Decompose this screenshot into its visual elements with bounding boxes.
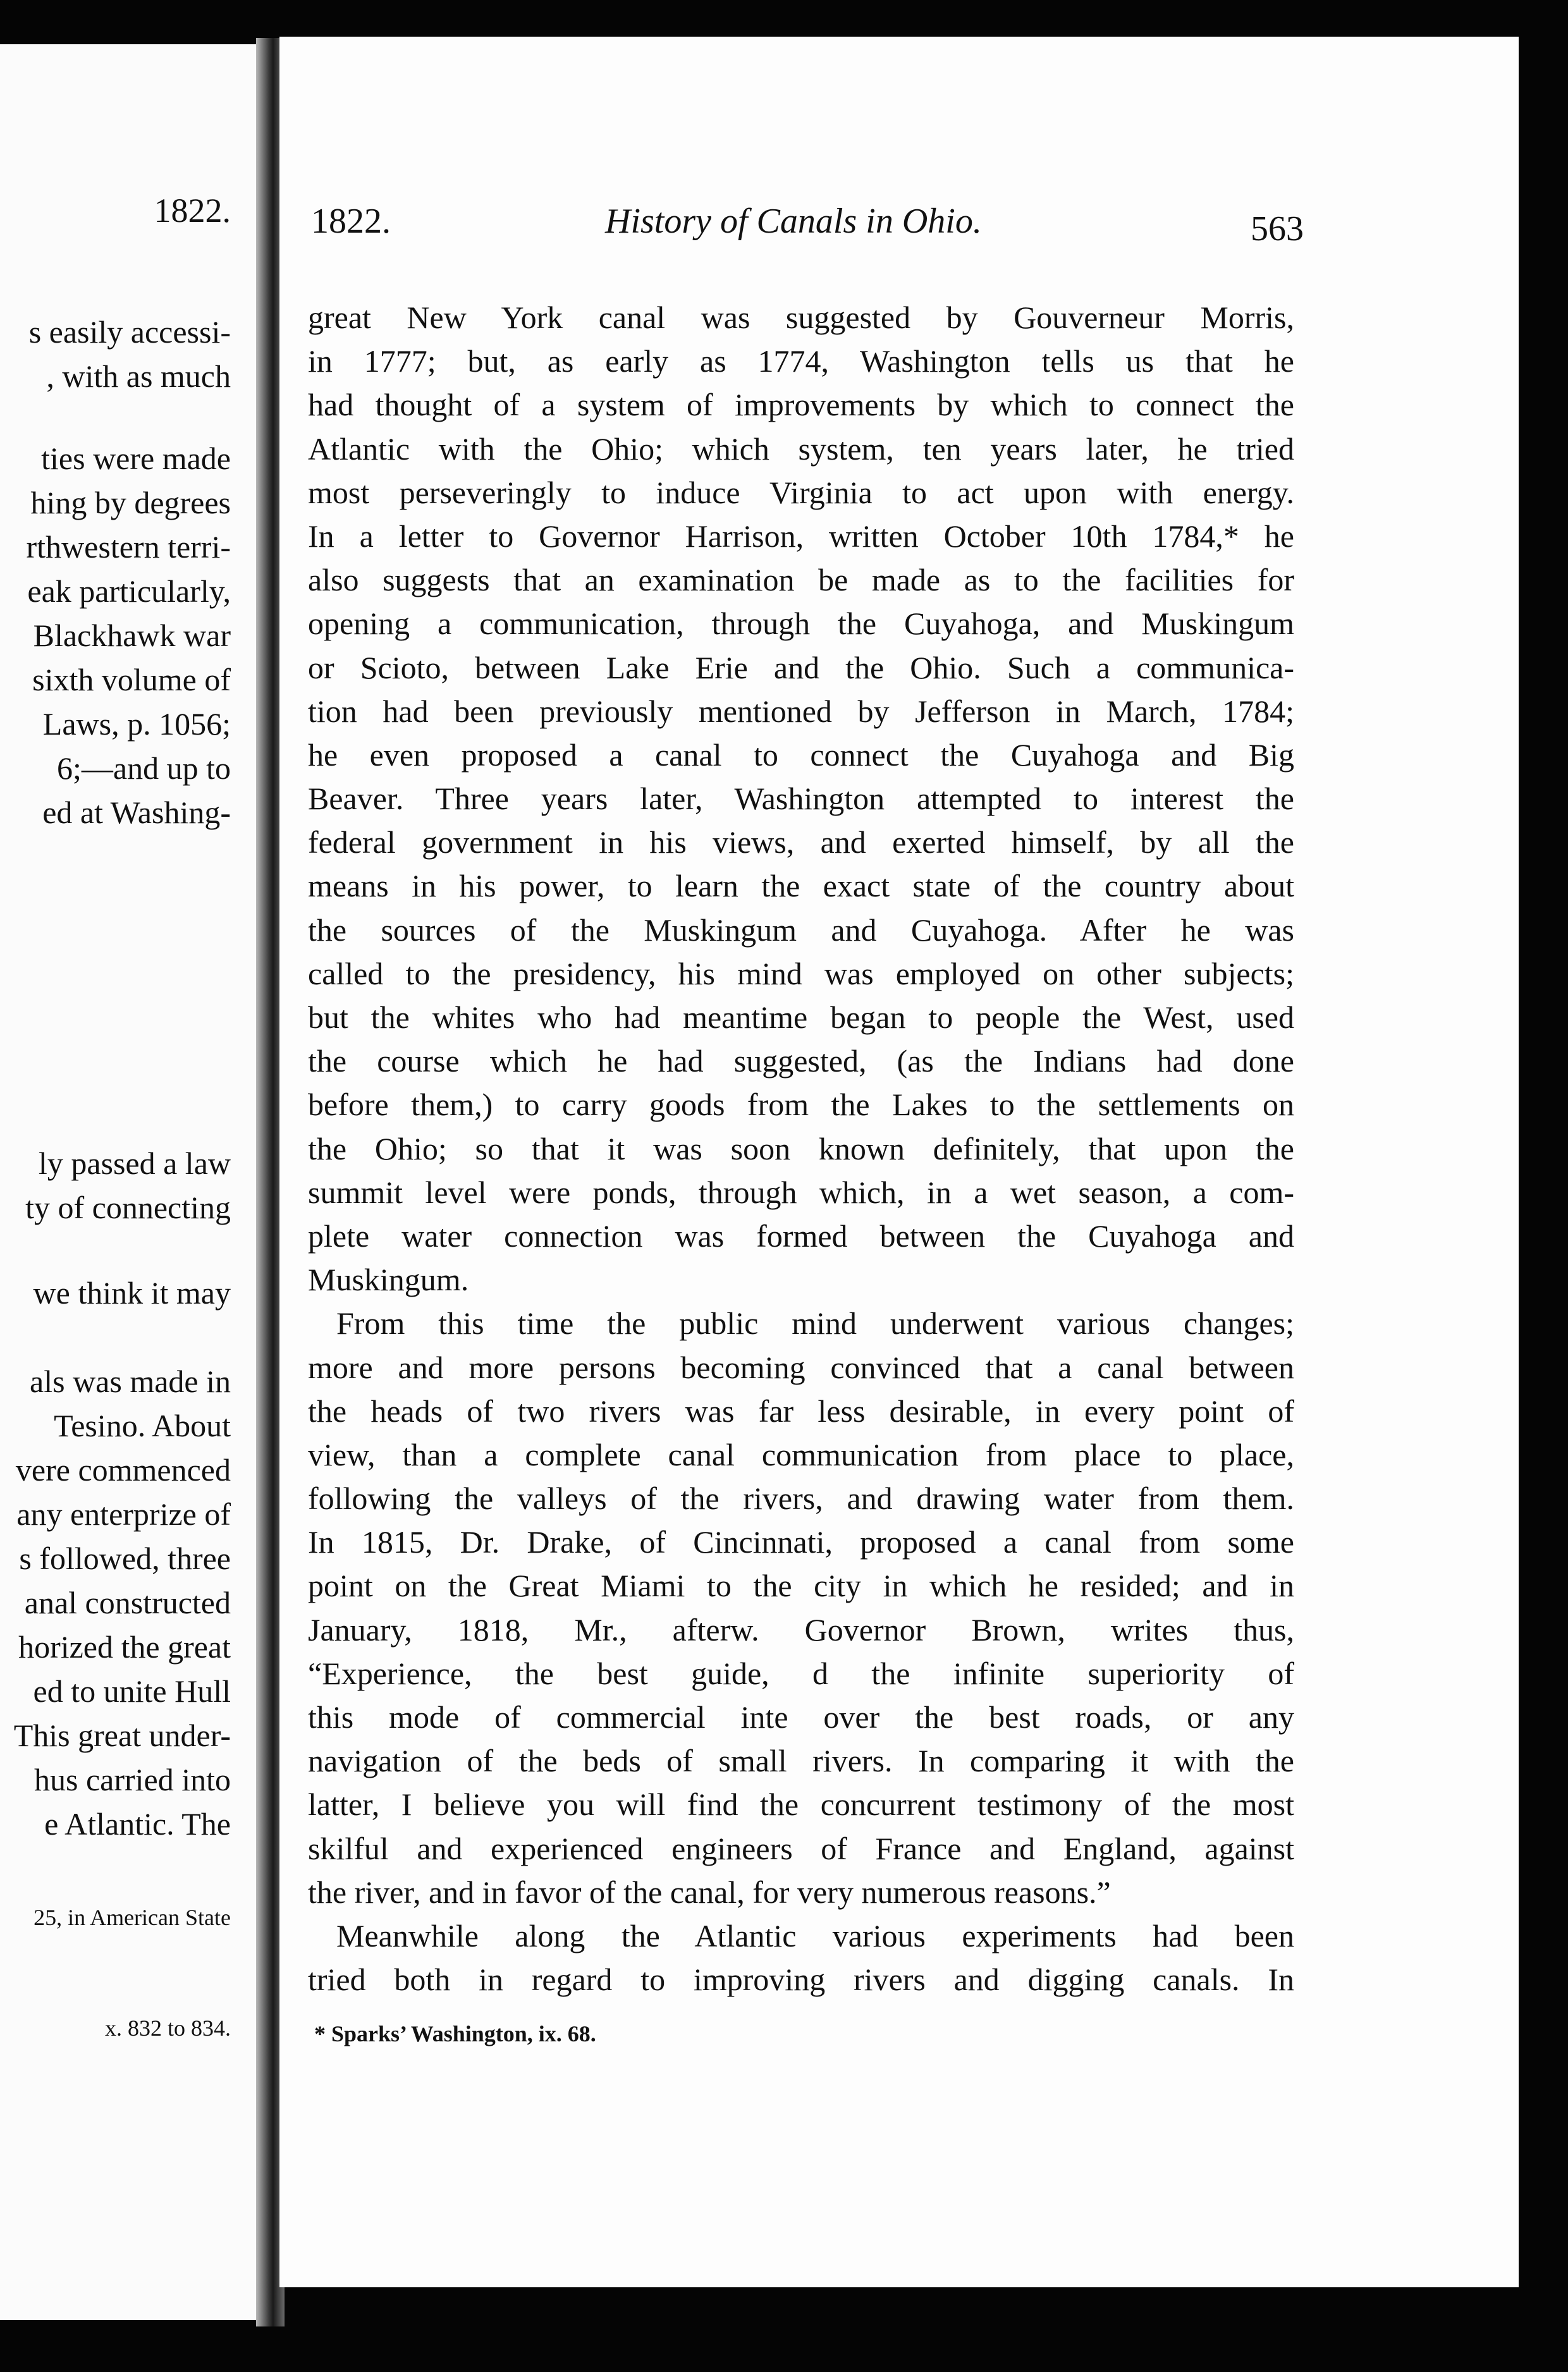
left-text-line: 6;—and up to: [57, 750, 231, 786]
text-line: In 1815, Dr. Drake, of Cincinnati, proposed a canal from some: [308, 1524, 1294, 1560]
text-line: the Ohio; so that it was soon known definitely, that upon the: [308, 1130, 1294, 1166]
text-line: view, than a complete canal communication from place to place,: [308, 1436, 1294, 1472]
text-line: Atlantic with the Ohio; which system, ten years later, he tried: [308, 431, 1294, 467]
left-text-line: Tesino. About: [54, 1408, 231, 1443]
left-text-line: , with as much: [46, 358, 231, 394]
text-line: navigation of the beds of small rivers. In comparing it with the: [308, 1743, 1294, 1779]
text-line: had thought of a system of improvements by which to connect the: [308, 387, 1294, 423]
left-page: [0, 44, 269, 2320]
text-line: opening a communication, through the Cuyahoga, and Muskingum: [308, 606, 1294, 642]
text-line: following the valleys of the rivers, and drawing water from them.: [308, 1481, 1294, 1517]
left-text-line: sixth volume of: [32, 662, 231, 697]
text-line: or Scioto, between Lake Erie and the Ohio. Such a communica-: [308, 649, 1294, 685]
text-line: summit level were ponds, through which, in a wet season, a com-: [308, 1174, 1294, 1210]
text-line: more and more persons becoming convinced that a canal between: [308, 1349, 1294, 1385]
left-text-line: ty of connecting: [25, 1190, 231, 1225]
text-line: January, 1818, Mr., afterw. Governor Brown, writes thus,: [308, 1611, 1294, 1648]
left-text-line: Laws, p. 1056;: [42, 706, 231, 742]
left-text-line: anal constructed: [24, 1585, 231, 1620]
text-line: but the whites who had meantime began to people the West, used: [308, 1000, 1294, 1035]
running-header: [311, 201, 1304, 252]
left-text-line: s easily accessi-: [28, 314, 231, 350]
left-text-line: rthwestern terri-: [26, 529, 231, 565]
left-footnote-line: 25, in American State: [34, 1905, 231, 1930]
right-page: [279, 37, 1519, 2287]
left-text-line: we think it may: [33, 1275, 231, 1311]
text-line: the sources of the Muskingum and Cuyahoga. After he was: [308, 912, 1294, 948]
left-text-line: any enterprize of: [16, 1496, 231, 1532]
body-text: [308, 296, 1294, 2002]
left-text-line: als was made in: [30, 1364, 231, 1399]
text-line: Beaver. Three years later, Washington attempted to interest the: [308, 781, 1294, 817]
text-line: federal government in his views, and exerted himself, by all the: [308, 824, 1294, 860]
text-line: latter, I believe you will find the concurrent testimony of the most: [308, 1787, 1294, 1823]
left-text-line: ly passed a law: [38, 1146, 231, 1181]
text-line: tried both in regard to improving rivers and digging canals. In: [308, 1962, 1294, 1998]
left-text-line: hing by degrees: [30, 485, 231, 520]
text-line: also suggests that an examination be made as to the facilities for: [308, 562, 1294, 598]
text-line: plete water connection was formed between the Cuyahoga and: [308, 1218, 1294, 1254]
text-line: before them,) to carry goods from the Lakes to the settlements on: [308, 1087, 1294, 1123]
text-line: tion had been previously mentioned by Jefferson in March, 1784;: [308, 693, 1294, 729]
left-text-line: hus carried into: [34, 1762, 231, 1797]
left-footnote-line: x. 832 to 834.: [104, 2015, 231, 2041]
left-text-line: vere commenced: [15, 1452, 231, 1488]
header-year: 1822.: [311, 202, 391, 241]
text-line: skilful and experienced engineers of France and England, against: [308, 1830, 1294, 1866]
left-text-line: Blackhawk war: [33, 618, 231, 653]
left-text-line: This great under-: [13, 1718, 231, 1753]
page-number: 563: [1251, 209, 1304, 248]
left-text-line: horized the great: [18, 1629, 231, 1665]
text-line: most perseveringly to induce Virginia to act upon with energy.: [308, 474, 1294, 510]
left-text-line: eak particularly,: [27, 573, 231, 609]
left-text-line: s followed, three: [19, 1541, 231, 1576]
left-text-line: e Atlantic. The: [44, 1806, 231, 1842]
running-title: History of Canals in Ohio.: [605, 202, 982, 241]
text-line: the course which he had suggested, (as the Indians had done: [308, 1043, 1294, 1079]
text-line: In a letter to Governor Harrison, written October 10th 1784,* he: [308, 518, 1294, 554]
text-line: the heads of two rivers was far less desirable, in every point of: [308, 1393, 1294, 1429]
text-line: this mode of commercial inte over the best roads, or any: [308, 1699, 1294, 1735]
left-text-line: ed at Washing-: [42, 795, 231, 830]
left-text-line: ties were made: [41, 441, 231, 476]
left-text-line: ed to unite Hull: [33, 1673, 231, 1709]
text-line: he even proposed a canal to connect the Cuyahoga and Big: [308, 737, 1294, 773]
footnote: * Sparks’ Washington, ix. 68.: [314, 2021, 596, 2046]
text-line: the river, and in favor of the canal, for very numerous reasons.”: [308, 1874, 1111, 1910]
text-line: point on the Great Miami to the city in which he resided; and in: [308, 1568, 1294, 1604]
text-line: means in his power, to learn the exact state of the country about: [308, 868, 1294, 904]
text-line: Muskingum.: [308, 1262, 469, 1298]
text-line: called to the presidency, his mind was employed on other subjects;: [308, 955, 1294, 991]
text-line: From this time the public mind underwent various changes;: [336, 1305, 1294, 1342]
left-page-header: 1822.: [154, 192, 231, 229]
text-line: “Experience, the best guide, d the infinite superiority of: [308, 1655, 1294, 1691]
text-line: great New York canal was suggested by Gouverneur Morris,: [308, 300, 1294, 335]
text-line: Meanwhile along the Atlantic various experiments had been: [336, 1917, 1294, 1953]
text-line: in 1777; but, as early as 1774, Washington tells us that he: [308, 343, 1294, 379]
